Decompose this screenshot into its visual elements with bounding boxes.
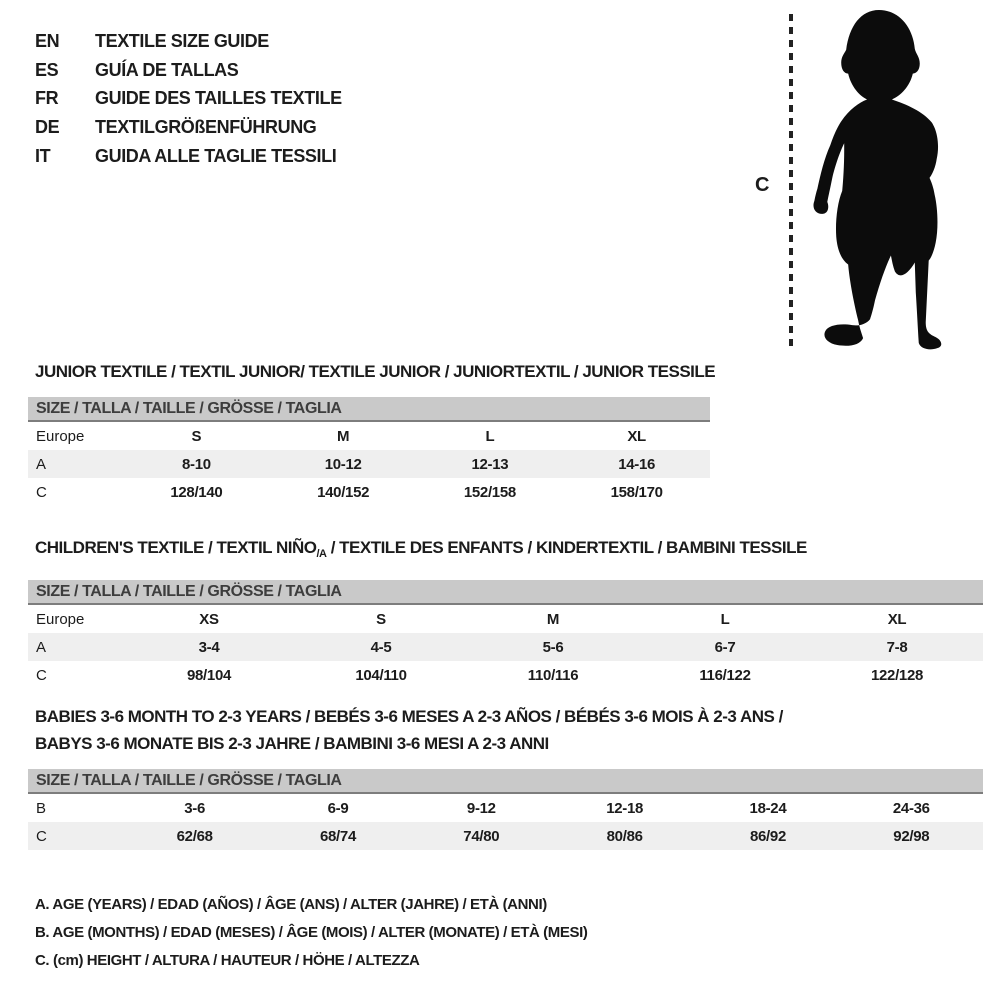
row-label: Europe <box>36 610 85 628</box>
title-text: CHILDREN'S TEXTILE / TEXTIL NIÑO <box>35 538 317 557</box>
language-legend <box>35 27 342 171</box>
value-cell: 80/86 <box>606 827 643 845</box>
row-label: A <box>36 638 47 656</box>
size-table-section-junior <box>28 358 716 506</box>
section-title <box>35 703 983 730</box>
legend-item <box>35 27 342 56</box>
table-row <box>28 661 983 689</box>
language-label: TEXTILGRÖßENFÜHRUNG <box>95 117 317 138</box>
value-cell: 158/170 <box>610 483 663 501</box>
table-row <box>28 422 710 450</box>
size-header-label: SIZE / TALLA / TAILLE / GRÖSSE / TAGLIA <box>36 771 342 789</box>
value-cell: 12-13 <box>471 455 509 473</box>
title-text: BABIES 3-6 MONTH TO 2-3 YEARS / BEBÉS 3-6 MESES A 2-3 AÑOS / BÉBÉS 3-6 MOIS À 2-3 ANS / <box>35 707 783 726</box>
footnote-line: C. (cm) HEIGHT / ALTURA / HAUTEUR / HÖHE / ALTEZZA <box>35 952 420 969</box>
value-cell: 14-16 <box>618 455 656 473</box>
language-label: GUIDA ALLE TAGLIE TESSILI <box>95 145 337 166</box>
title-subscript: /A <box>316 548 327 560</box>
legend-item <box>35 56 342 85</box>
value-cell: 74/80 <box>463 827 500 845</box>
value-cell: 128/140 <box>170 483 223 501</box>
size-header-bar <box>28 769 983 794</box>
value-cell: 7-8 <box>886 638 908 656</box>
value-cell: 92/98 <box>893 827 930 845</box>
value-cell: 6-7 <box>714 638 736 656</box>
size-table-section-children <box>28 534 983 689</box>
value-cell: 122/128 <box>870 666 924 684</box>
height-dashed-line <box>789 14 793 346</box>
value-cell: 6-9 <box>327 799 349 817</box>
language-code: DE <box>35 117 60 138</box>
row-label: C <box>36 483 47 501</box>
row-label: Europe <box>36 427 85 445</box>
value-cell: 9-12 <box>466 799 496 817</box>
value-cell: L <box>720 610 730 628</box>
size-header-label: SIZE / TALLA / TAILLE / GRÖSSE / TAGLIA <box>36 582 342 600</box>
height-label: C <box>755 174 770 196</box>
section-title <box>35 358 716 385</box>
value-cell: XS <box>199 610 219 628</box>
value-cell: S <box>191 427 202 445</box>
title-text: BABYS 3-6 MONATE BIS 2-3 JAHRE / BAMBINI 3-6 MESI A 2-3 ANNI <box>35 734 549 753</box>
value-cell: 3-6 <box>184 799 206 817</box>
value-cell: 10-12 <box>324 455 362 473</box>
language-code: ES <box>35 59 59 80</box>
value-cell: 62/68 <box>176 827 213 845</box>
value-cell: M <box>546 610 560 628</box>
row-label: B <box>36 799 47 817</box>
row-label: C <box>36 827 47 845</box>
table-row <box>28 794 983 822</box>
legend-item <box>35 84 342 113</box>
value-cell: 104/110 <box>355 666 407 684</box>
value-cell: 24-36 <box>892 799 930 817</box>
value-cell: S <box>376 610 386 628</box>
value-cell: 18-24 <box>749 799 787 817</box>
value-cell: 4-5 <box>370 638 392 656</box>
value-cell: 68/74 <box>319 827 357 845</box>
language-code: EN <box>35 31 60 51</box>
section-title <box>35 534 983 568</box>
footnote-line: B. AGE (MONTHS) / EDAD (MESES) / ÂGE (MOIS) / ALTER (MONATE) / ETÀ (MESI) <box>35 924 588 941</box>
legend-item <box>35 142 342 171</box>
value-cell: 8-10 <box>181 455 211 473</box>
footnote-line: A. AGE (YEARS) / EDAD (AÑOS) / ÂGE (ANS) / ALTER (JAHRE) / ETÀ (ANNI) <box>35 896 547 913</box>
size-table <box>28 769 983 850</box>
title-text: / TEXTILE DES ENFANTS / KINDERTEXTIL / BAMBINI TESSILE <box>326 538 807 557</box>
value-cell: 98/104 <box>186 666 232 684</box>
language-code: FR <box>35 88 59 109</box>
table-row <box>28 450 710 478</box>
size-header-bar <box>28 397 710 422</box>
footnotes <box>35 891 587 975</box>
size-header-bar <box>28 580 983 605</box>
table-row <box>28 605 983 633</box>
language-label: GUÍA DE TALLAS <box>95 59 239 80</box>
row-label: A <box>36 455 47 473</box>
row-label: C <box>36 666 47 684</box>
value-cell: 116/122 <box>699 666 751 684</box>
size-table-section-babies <box>28 703 983 850</box>
table-row <box>28 822 983 850</box>
baby-silhouette-icon <box>800 4 956 352</box>
value-cell: 152/158 <box>463 483 516 501</box>
title-text: JUNIOR TEXTILE / TEXTIL JUNIOR/ TEXTILE JUNIOR / JUNIORTEXTIL / JUNIOR TESSILE <box>35 362 716 381</box>
section-title <box>35 730 983 757</box>
size-header-label: SIZE / TALLA / TAILLE / GRÖSSE / TAGLIA <box>36 399 342 417</box>
value-cell: 5-6 <box>542 638 564 656</box>
legend-item <box>35 113 342 142</box>
value-cell: XL <box>627 427 646 445</box>
value-cell: 3-4 <box>198 638 220 656</box>
value-cell: 110/116 <box>527 666 579 684</box>
value-cell: 86/92 <box>749 827 786 845</box>
language-label: GUIDE DES TAILLES TEXTILE <box>95 88 342 109</box>
size-table <box>28 580 983 689</box>
value-cell: 12-18 <box>606 799 644 817</box>
language-code: IT <box>35 145 51 166</box>
size-table <box>28 397 710 506</box>
value-cell: L <box>485 427 495 445</box>
value-cell: 140/152 <box>317 483 370 501</box>
value-cell: M <box>337 427 350 445</box>
table-row <box>28 478 710 506</box>
value-cell: XL <box>887 610 907 628</box>
table-row <box>28 633 983 661</box>
language-label: TEXTILE SIZE GUIDE <box>95 31 269 51</box>
